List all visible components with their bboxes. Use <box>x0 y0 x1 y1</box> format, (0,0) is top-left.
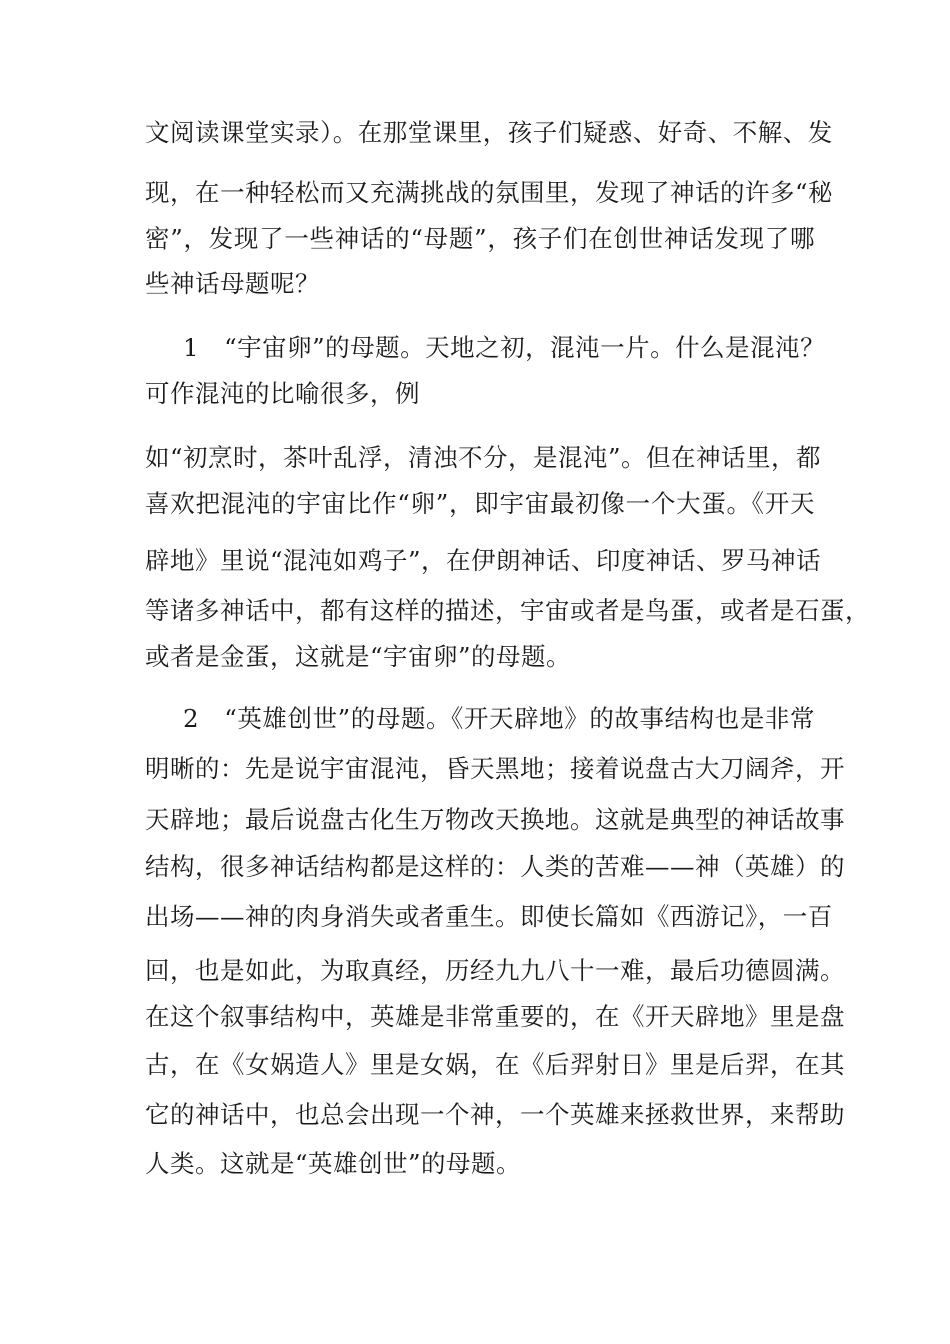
text-line: 如“初烹时，茶叶乱浮，清浊不分，是混沌”。但在神话里，都 <box>145 443 822 472</box>
text-line: 明晰的：先是说宇宙混沌，昏天黑地；接着说盘古大刀阔斧，开 <box>145 754 845 783</box>
text-line: 可作混沌的比喻很多，例 <box>145 379 420 408</box>
text-line: 它的神话中，也总会出现一个神，一个英雄来拯救世界，来帮助 <box>145 1100 845 1129</box>
text-line: 现，在一种轻松而又充满挑战的氛围里，发现了神话的许多“秘 <box>145 178 834 207</box>
list-item-2-line: 2 “英雄创世”的母题。《开天辟地》的故事结构也是非常 <box>183 704 815 733</box>
text-line: 天辟地；最后说盘古化生万物改天换地。这就是典型的神话故事 <box>145 805 845 834</box>
list-item-1-line: 1 “宇宙卵”的母题。天地之初，混沌一片。什么是混沌？ <box>183 333 826 362</box>
text-line: 密”，发现了一些神话的“母题”，孩子们在创世神话发现了哪 <box>145 224 815 253</box>
text-line: 或者是金蛋，这就是“宇宙卵”的母题。 <box>145 642 572 671</box>
text-line: 辟地》里说“混沌如鸡子”，在伊朗神话、印度神话、罗马神话 <box>145 546 822 575</box>
text-line: 些神话母题呢？ <box>145 269 320 298</box>
text-line: 结构，很多神话结构都是这样的：人类的苦难——神（英雄）的 <box>145 852 845 881</box>
text-line: 在这个叙事结构中，英雄是非常重要的，在《开天辟地》里是盘 <box>145 1002 845 1031</box>
text-line: 古，在《女娲造人》里是女娲，在《后羿射日》里是后羿，在其 <box>145 1050 845 1079</box>
text-line: 文阅读课堂实录）。在那堂课里，孩子们疑惑、好奇、不解、发 <box>145 118 833 147</box>
text-line: 喜欢把混沌的宇宙比作“卵”，即宇宙最初像一个大蛋。《开天 <box>145 489 815 518</box>
text-line: 出场——神的肉身消失或者重生。即使长篇如《西游记》，一百 <box>145 902 833 931</box>
text-line: 回，也是如此，为取真经，历经九九八十一难，最后功德圆满。 <box>145 956 845 985</box>
text-line: 人类。这就是“英雄创世”的母题。 <box>145 1149 522 1178</box>
text-line: 等诸多神话中，都有这样的描述，宇宙或者是鸟蛋，或者是石蛋， <box>145 596 870 625</box>
